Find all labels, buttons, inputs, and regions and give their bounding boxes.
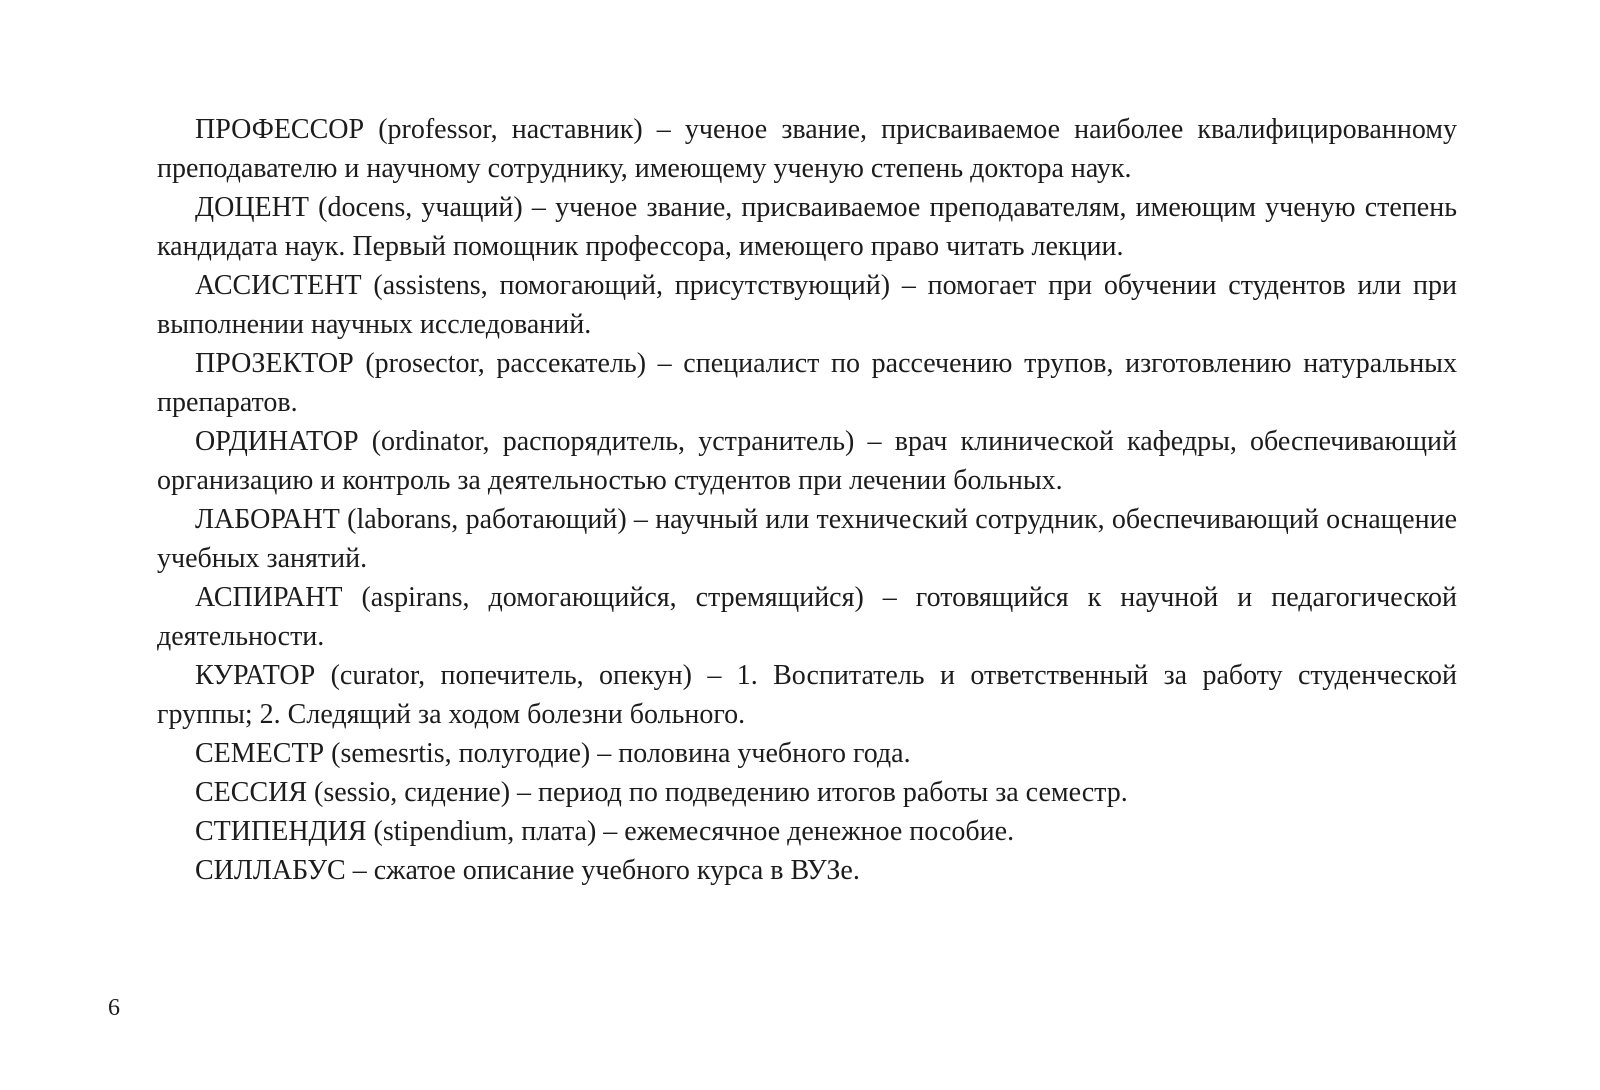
entry-session: СЕССИЯ (sessio, сидение) – период по подведению итогов работы за семестр.: [195, 777, 1128, 808]
entry-docent: ДОЦЕНТ (docens, учащий) – ученое звание, присваиваемое преподавателям, имеющим ученую степень кандидата наук. Первый помощник профессора, имеющего право читать лекции.: [157, 192, 1457, 262]
entry-ordinator: ОРДИНАТОР (ordinator, распорядитель, устранитель) – врач клинической кафедры, обеспечивающий организацию и контроль за деятельностью студентов при лечении больных.: [157, 426, 1457, 496]
entry-curator: КУРАТОР (curator, попечитель, опекун) – 1. Воспитатель и ответственный за работу студенческой группы; 2. Следящий за ходом болезни больного.: [157, 660, 1457, 730]
entry-stipend: СТИПЕНДИЯ (stipendium, плата) – ежемесячное денежное пособие.: [195, 816, 1015, 847]
entry-semester: СЕМЕСТР (semesrtis, полугодие) – половина учебного года.: [195, 738, 911, 769]
entry-prosector: ПРОЗЕКТОР (prosector, рассекатель) – специалист по рассечению трупов, изготовлению натуральных препаратов.: [157, 348, 1457, 418]
glossary-text: [157, 110, 1457, 890]
page-number: 6: [108, 995, 120, 1021]
entry-assistant: АССИСТЕНТ (assistens, помогающий, присутствующий) – помогает при обучении студентов или при выполнении научных исследований.: [157, 270, 1457, 340]
entry-laborant: ЛАБОРАНТ (laborans, работающий) – научный или технический сотрудник, обеспечивающий оснащение учебных занятий.: [157, 504, 1457, 574]
entry-aspirant: АСПИРАНТ (aspirans, домогающийся, стремящийся) – готовящийся к научной и педагогической деятельности.: [157, 582, 1457, 652]
entry-professor: ПРОФЕССОР (professor, наставник) – ученое звание, присваиваемое наиболее квалифицированному преподавателю и научному сотруднику, имеющему ученую степень доктора наук.: [157, 114, 1457, 184]
entry-syllabus: СИЛЛАБУС – сжатое описание учебного курса в ВУЗе.: [195, 855, 860, 886]
